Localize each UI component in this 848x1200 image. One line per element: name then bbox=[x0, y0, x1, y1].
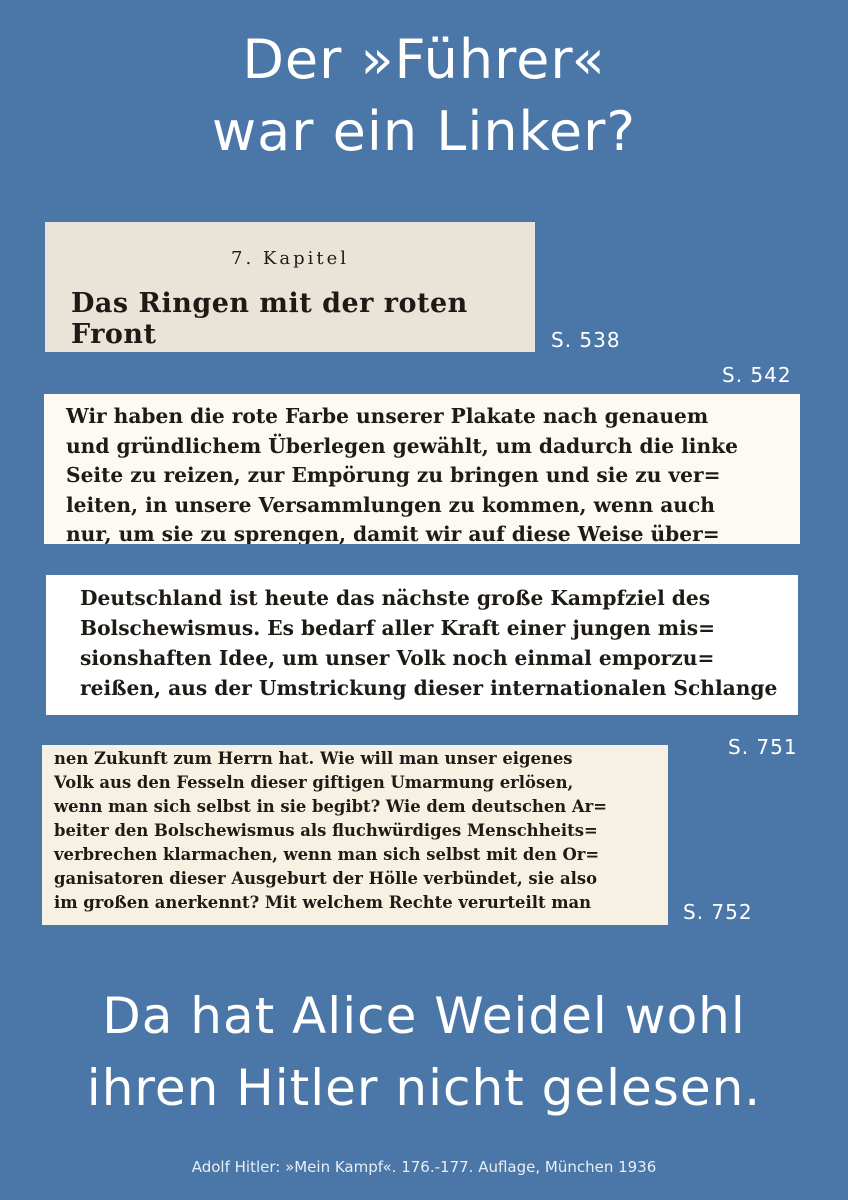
page-ref-542: S. 542 bbox=[722, 363, 792, 387]
excerpt-line: beiter den Bolschewismus als fluchwürdiges Menschheits= bbox=[54, 821, 598, 840]
excerpt-line: reißen, aus der Umstrickung dieser internationalen Schlange bbox=[80, 676, 778, 700]
scan-excerpt-751 bbox=[46, 575, 798, 715]
scan-excerpt-542 bbox=[44, 394, 800, 544]
excerpt-line: leiten, in unsere Versammlungen zu kommen, wenn auch bbox=[66, 492, 715, 517]
page-ref-538: S. 538 bbox=[551, 328, 621, 352]
source-citation: Adolf Hitler: »Mein Kampf«. 176.-177. Auflage, München 1936 bbox=[191, 1158, 657, 1176]
excerpt-line: ganisatoren dieser Ausgeburt der Hölle verbündet, sie also bbox=[54, 869, 598, 888]
scan-excerpt-752 bbox=[42, 745, 668, 925]
excerpt-line: und gründlichem Überlegen gewählt, um dadurch die linke bbox=[66, 433, 738, 458]
excerpt-line: sionshaften Idee, um unser Volk noch einmal emporzu= bbox=[80, 646, 715, 670]
excerpt-line: wenn man sich selbst in sie begibt? Wie dem deutschen Ar= bbox=[54, 797, 607, 816]
scan-chapter-heading bbox=[45, 222, 535, 352]
page-ref-751: S. 751 bbox=[728, 735, 798, 759]
bottom-line-1: Da hat Alice Weidel wohl bbox=[102, 987, 746, 1045]
bottom-statement bbox=[0, 980, 848, 1124]
bottom-line-2: ihren Hitler nicht gelesen. bbox=[86, 1059, 762, 1117]
excerpt-line: im großen anerkennt? Mit welchem Rechte verurteilt man bbox=[54, 893, 592, 912]
chapter-title: Das Ringen mit der roten Front bbox=[71, 288, 468, 350]
excerpt-line: Wir haben die rote Farbe unserer Plakate nach genauem bbox=[66, 404, 709, 428]
excerpt-line: verbrechen klarmachen, wenn man sich selbst mit den Or= bbox=[54, 845, 600, 864]
headline-line-1: Der »Führer« bbox=[242, 28, 606, 91]
page-ref-752: S. 752 bbox=[683, 900, 753, 924]
headline-line-2: war ein Linker? bbox=[212, 100, 636, 163]
excerpt-line: nen Zukunft zum Herrn hat. Wie will man unser eigenes bbox=[54, 749, 573, 768]
chapter-number: 7. Kapitel bbox=[231, 248, 349, 269]
excerpt-line: Bolschewismus. Es bedarf aller Kraft einer jungen mis= bbox=[80, 616, 716, 640]
excerpt-line: Deutschland ist heute das nächste große Kampfziel des bbox=[80, 586, 711, 610]
headline-question bbox=[0, 24, 848, 168]
excerpt-line: nur, um sie zu sprengen, damit wir auf diese Weise über= bbox=[66, 522, 720, 544]
excerpt-line: Seite zu reizen, zur Empörung zu bringen und sie zu ver= bbox=[66, 463, 721, 487]
excerpt-line: Volk aus den Fesseln dieser giftigen Umarmung erlösen, bbox=[54, 773, 574, 792]
